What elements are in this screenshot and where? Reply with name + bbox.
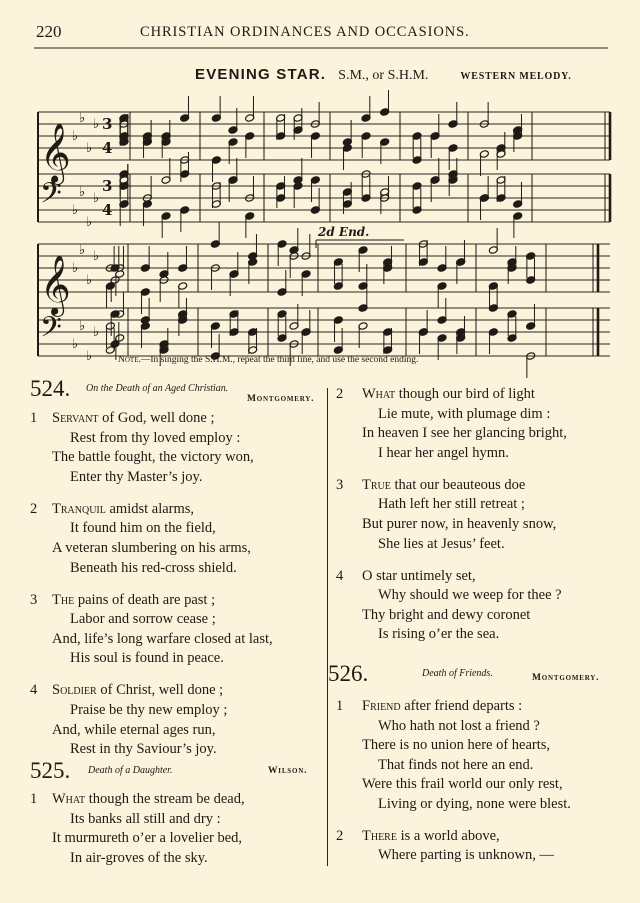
verse-line-rest: amidst alarms,	[105, 500, 195, 517]
verse-line: And, while eternal ages run,	[52, 721, 216, 738]
verse-first-word: Servant	[52, 410, 99, 426]
hymn-occasion: On the Death of an Aged Christian.	[86, 383, 229, 394]
verse-line-rest: after friend departs :	[400, 698, 523, 714]
time-signature-top: 3	[102, 177, 113, 195]
hymn-author: Montgomery.	[532, 673, 600, 683]
verse-line-rest: star untimely set,	[372, 567, 476, 584]
verse-line: Hath left her still retreat ;	[378, 496, 525, 513]
verse-number: 2	[30, 500, 38, 517]
verse-line: Lie mute, with plumage dim :	[378, 405, 551, 422]
hymn-number: 526.	[328, 661, 369, 686]
flat-sign-icon: ♭	[72, 203, 79, 218]
hymn-number: 524.	[30, 376, 71, 401]
flat-sign-icon: ♭	[79, 243, 86, 258]
verse-line: Its banks all still and dry :	[70, 810, 221, 827]
verse-line: Praise be thy new employ ;	[70, 702, 228, 718]
page-number: 220	[36, 22, 62, 41]
verse-line: It murmureth o’er a lovelier bed,	[52, 830, 243, 847]
verse-first-word: There	[362, 827, 397, 844]
tune-composer: WESTERN MELODY.	[460, 71, 572, 82]
second-ending-label: 2d End.	[318, 225, 370, 239]
verse-number: 1	[30, 410, 38, 426]
verse-line: And, life’s long warfare closed at last,	[52, 630, 273, 647]
verse-number: 3	[30, 591, 38, 608]
verse-number: 1	[30, 791, 38, 807]
verse-number: 2	[336, 827, 344, 844]
verse-line: It found him on the field,	[70, 520, 216, 537]
flat-sign-icon: ♭	[79, 319, 86, 334]
verse-line	[52, 501, 194, 518]
flat-sign-icon: ♭	[72, 261, 79, 276]
verse-line: Where parting is unknown, —	[378, 847, 554, 864]
flat-sign-icon: ♭	[72, 129, 79, 144]
verse-line: Rest from thy loved employ :	[70, 429, 241, 446]
flat-sign-icon: ♭	[93, 249, 100, 264]
verse-line	[362, 477, 525, 494]
treble-clef-icon: 𝄞	[40, 123, 71, 183]
verse-line-rest: though our bird of light	[395, 386, 535, 402]
verse-line-rest: of God, well done ;	[98, 410, 215, 426]
flat-sign-icon: ♭	[79, 185, 86, 200]
flat-sign-icon: ♭	[86, 349, 93, 364]
hymn-occasion: Death of Friends.	[422, 668, 493, 679]
verse-line: Rest in thy Saviour’s joy.	[70, 741, 217, 758]
treble-clef-icon: 𝄞	[40, 255, 71, 315]
verse-first-word: O	[362, 567, 373, 584]
verse-line	[362, 386, 535, 403]
tune-meter: S.M., or S.H.M.	[338, 68, 429, 83]
verse-line: Were this frail world our only rest,	[362, 776, 563, 793]
verse-line: Thy bright and dewy coronet	[362, 606, 531, 623]
verse-line: She lies at Jesus’ feet.	[378, 535, 505, 552]
bass-clef-icon: 𝄢	[40, 177, 62, 217]
verse-line: Is rising o’er the sea.	[378, 626, 500, 643]
hymn-author: Wilson.	[268, 766, 308, 776]
flat-sign-icon: ♭	[93, 117, 100, 132]
bass-clef-icon: 𝄢	[40, 311, 62, 351]
verse-line: His soul is found in peace.	[70, 650, 224, 667]
verse-first-word: The	[52, 591, 75, 608]
verse-line: Labor and sorrow cease ;	[70, 611, 216, 628]
verse-line	[362, 828, 500, 845]
verse-line	[362, 698, 522, 715]
note-label: Note.	[118, 355, 141, 365]
flat-sign-icon: ♭	[72, 337, 79, 352]
verse-line	[52, 410, 215, 427]
verse-line-rest: of Christ, well done ;	[96, 682, 224, 699]
verse-line	[362, 568, 476, 585]
flat-sign-icon: ♭	[93, 325, 100, 340]
flat-sign-icon: ♭	[79, 111, 86, 126]
verse-number: 4	[336, 567, 344, 584]
verse-line: But purer now, in heavenly snow,	[362, 516, 557, 532]
verse-first-word: Friend	[362, 698, 401, 714]
flat-sign-icon: ♭	[86, 273, 93, 288]
verse-line: In heaven I see her glancing bright,	[362, 425, 567, 442]
verse-line	[52, 682, 223, 699]
flat-sign-icon: ♭	[86, 215, 93, 230]
performance-note	[118, 355, 418, 365]
verse-line: In air-groves of the sky.	[70, 849, 208, 866]
time-signature-bottom: 4	[102, 201, 113, 219]
flat-sign-icon: ♭	[86, 141, 93, 156]
hymn-author: Montgomery.	[247, 394, 315, 404]
verse-line-rest: that our beauteous doe	[390, 476, 526, 493]
verse-line-rest: pains of death are past ;	[74, 591, 216, 608]
verse-line: There is no union here of hearts,	[362, 737, 551, 754]
verse-number: 1	[336, 698, 344, 714]
verse-number: 2	[336, 386, 344, 402]
verse-line: That finds not here an end.	[378, 756, 534, 773]
verse-number: 4	[30, 682, 38, 699]
verse-first-word: Tranquil	[52, 500, 106, 517]
hymn-occasion: Death of a Daughter.	[88, 765, 173, 776]
verse-line: I hear her angel hymn.	[378, 444, 509, 461]
flat-sign-icon: ♭	[93, 191, 100, 206]
verse-line: Why should we weep for thee ?	[378, 587, 562, 604]
verse-line: A veteran slumbering on his arms,	[52, 540, 251, 556]
verse-line: The battle fought, the victory won,	[52, 449, 254, 466]
verse-line: Beneath his red-cross shield.	[70, 559, 237, 576]
verse-number: 3	[336, 476, 344, 493]
verse-line: Who hath not lost a friend ?	[378, 717, 540, 734]
verse-line	[52, 791, 245, 808]
time-signature-bottom: 4	[102, 139, 113, 157]
hymn-number: 525.	[30, 758, 71, 783]
time-signature-top: 3	[102, 115, 113, 133]
verse-line: Enter thy Master’s joy.	[70, 468, 203, 485]
verse-first-word: Soldier	[52, 682, 97, 699]
verse-line-rest: is a world above,	[396, 827, 500, 844]
running-header: CHRISTIAN ORDINANCES AND OCCASIONS.	[140, 24, 470, 40]
note-text: —In singing the S.H.M., repeat the third line, and use the second ending.	[140, 355, 419, 365]
verse-first-word: What	[52, 791, 86, 807]
verse-first-word: True	[362, 476, 391, 493]
column-divider	[327, 388, 328, 866]
verse-first-word: What	[362, 386, 396, 402]
tune-name: EVENING STAR.	[195, 66, 327, 83]
verse-line-rest: though the stream be dead,	[85, 791, 245, 807]
verse-line	[52, 592, 215, 609]
verse-line: Living or dying, none were blest.	[378, 796, 571, 812]
